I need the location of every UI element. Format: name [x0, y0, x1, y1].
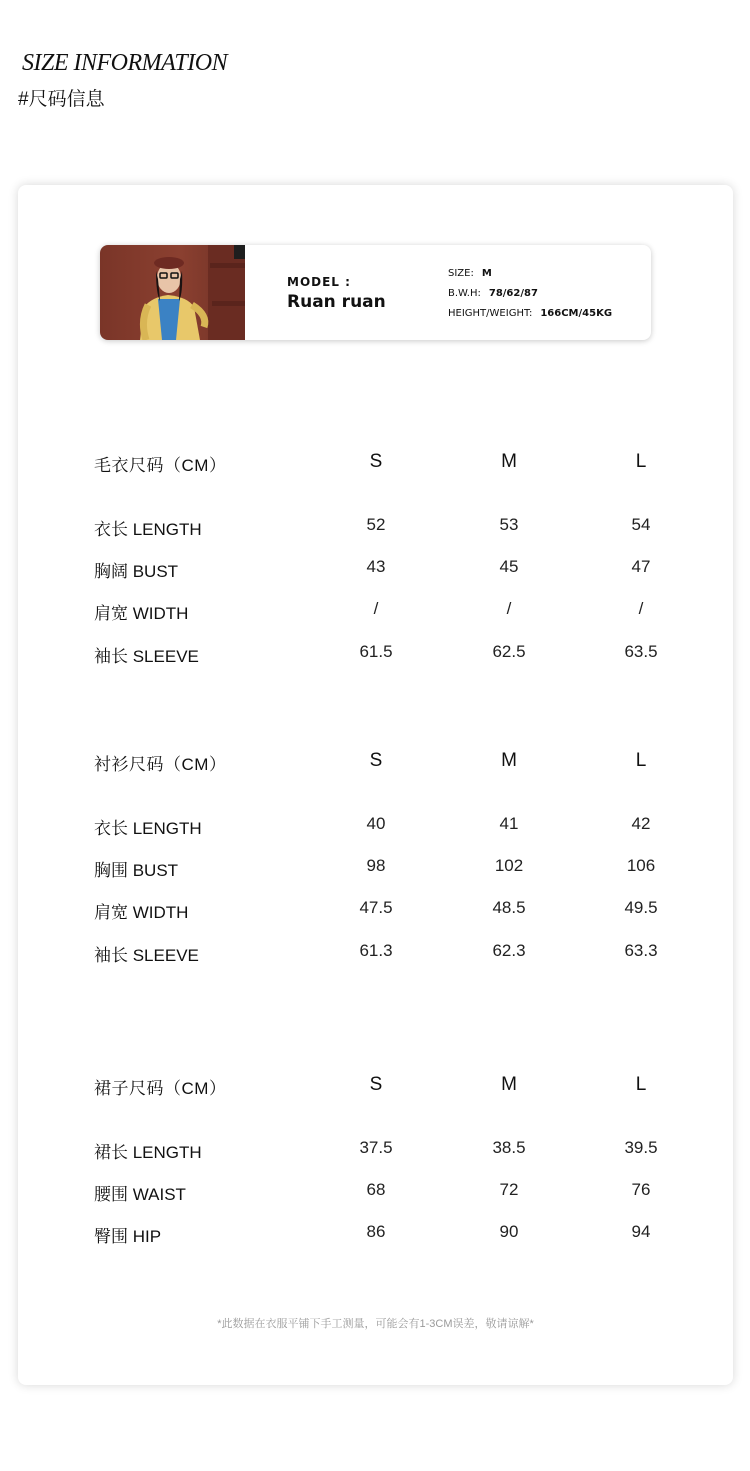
- model-label: MODEL :: [287, 275, 351, 289]
- table-cell: 102: [494, 856, 524, 875]
- table-row: [18, 1180, 733, 1204]
- row-label: 袖长 SLEEVE: [94, 946, 199, 965]
- table-header: [18, 451, 733, 475]
- table-row: [18, 814, 733, 838]
- table-row: [18, 856, 733, 880]
- table-cell: 86: [366, 1222, 386, 1241]
- table-cell: /: [506, 599, 512, 618]
- table-cell: 49.5: [624, 898, 658, 917]
- row-label: 袖长 SLEEVE: [94, 647, 199, 666]
- row-label: 臀围 HIP: [94, 1227, 162, 1246]
- table-title: 衬衫尺码（CM）: [94, 755, 227, 774]
- table-cell: 98: [366, 856, 386, 875]
- table-row: [18, 557, 733, 581]
- table-cell: 68: [366, 1180, 386, 1199]
- measurement-note: *此数据在衣服平铺下手工测量，可能会有1-3CM误差，敬请谅解*: [217, 1318, 534, 1330]
- table-row: [18, 599, 733, 623]
- table-cell: 48.5: [492, 898, 526, 917]
- size-header: L: [635, 750, 647, 771]
- model-size: SIZE: M: [448, 268, 492, 279]
- table-row: [18, 642, 733, 666]
- table-cell: 106: [626, 856, 656, 875]
- table-row: [18, 515, 733, 539]
- size-header: M: [501, 1074, 517, 1095]
- table-cell: 54: [631, 515, 651, 534]
- table-cell: 63.3: [624, 941, 658, 960]
- page-subtitle: #尺码信息: [18, 89, 105, 110]
- table-cell: 47.5: [359, 898, 393, 917]
- row-label: 肩宽 WIDTH: [94, 604, 189, 623]
- table-cell: 45: [499, 557, 519, 576]
- model-info-card: [100, 245, 651, 340]
- table-cell: 90: [499, 1222, 519, 1241]
- model-height-weight: HEIGHT/WEIGHT: 166CM/45KG: [448, 308, 613, 319]
- table-row: [18, 941, 733, 965]
- table-title: 毛衣尺码（CM）: [94, 456, 227, 475]
- row-label: 胸阔 BUST: [94, 562, 179, 581]
- table-cell: 72: [499, 1180, 519, 1199]
- row-label: 裙长 LENGTH: [94, 1143, 202, 1162]
- table-cell: 52: [366, 515, 386, 534]
- table-cell: 53: [499, 515, 519, 534]
- row-label: 衣长 LENGTH: [94, 819, 202, 838]
- row-label: 腰围 WAIST: [94, 1185, 186, 1204]
- table-cell: /: [638, 599, 644, 618]
- table-header: [18, 750, 733, 774]
- table-row: [18, 898, 733, 922]
- table-cell: 41: [499, 814, 519, 833]
- table-cell: 39.5: [624, 1138, 658, 1157]
- table-cell: 61.3: [359, 941, 393, 960]
- table-cell: 43: [366, 557, 386, 576]
- size-header: M: [501, 451, 517, 472]
- table-title: 裙子尺码（CM）: [94, 1079, 227, 1098]
- table-cell: 42: [631, 814, 651, 833]
- table-cell: 40: [366, 814, 386, 833]
- row-label: 肩宽 WIDTH: [94, 903, 189, 922]
- size-header: S: [369, 451, 383, 472]
- table-cell: 37.5: [359, 1138, 393, 1157]
- size-header: L: [635, 451, 647, 472]
- table-cell: 61.5: [359, 642, 393, 661]
- table-cell: 62.3: [492, 941, 526, 960]
- row-label: 衣长 LENGTH: [94, 520, 202, 539]
- table-cell: /: [373, 599, 379, 618]
- table-row: [18, 1222, 733, 1246]
- table-cell: 62.5: [492, 642, 526, 661]
- model-name: Ruan ruan: [287, 292, 386, 312]
- model-bwh: B.W.H: 78/62/87: [448, 288, 538, 299]
- size-info-card: [18, 185, 733, 1385]
- table-cell: 94: [631, 1222, 651, 1241]
- table-cell: 47: [631, 557, 651, 576]
- size-header: M: [501, 750, 517, 771]
- table-cell: 76: [631, 1180, 651, 1199]
- table-row: [18, 1138, 733, 1162]
- table-cell: 38.5: [492, 1138, 526, 1157]
- size-header: L: [635, 1074, 647, 1095]
- table-cell: 63.5: [624, 642, 658, 661]
- size-header: S: [369, 750, 383, 771]
- model-photo: [100, 245, 245, 340]
- row-label: 胸围 BUST: [94, 861, 179, 880]
- table-header: [18, 1074, 733, 1098]
- size-header: S: [369, 1074, 383, 1095]
- page-title: SIZE INFORMATION: [22, 50, 228, 76]
